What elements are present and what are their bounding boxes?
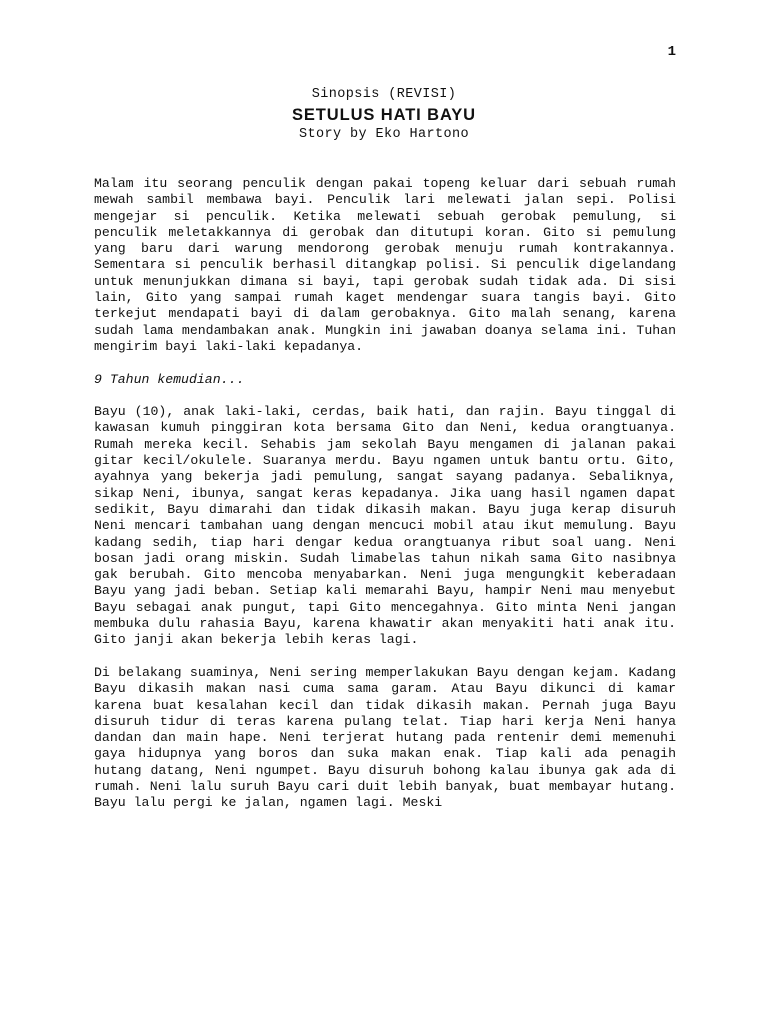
document-subtitle: Sinopsis (REVISI) [311, 87, 457, 102]
document-title: SETULUS HATI BAYU [292, 106, 476, 124]
document-header [0, 86, 768, 144]
document-byline: Story by Eko Hartono [298, 127, 470, 142]
paragraph-opening: Malam itu seorang penculik dengan pakai topeng keluar dari sebuah rumah mewah sambil membawa bayi. Penculik lari melewati jalan sepi. Polisi mengejar si penculik. Ketika melewati sebuah gerobak pemulung, si penculik meletakkannya di gerobak dan ditutupi koran. Gito si pemulung yang baru dari warung mendorong gerobak menuju rumah kontrakannya. Sementara si penculik berhasil ditangkap polisi. Si penculik digelandang untuk menunjukkan dimana si bayi, tapi gerobak sudah tidak ada. Di sisi lain, Gito yang sampai rumah kaget mendengar suara tangis bayi. Gito terkejut mendapati bayi di dalam gerobaknya. Gito malah senang, karena sudah lama mendambakan anak. Mungkin ini jawaban doanya selama ini. Tuhan mengirim bayi laki-laki kepadanya. [94, 176, 676, 354]
paragraph-neni: Di belakang suaminya, Neni sering memperlakukan Bayu dengan kejam. Kadang Bayu dikasih makan nasi cuma sama garam. Atau Bayu dikunci di kamar karena buat kesalahan kecil dan tidak dikasih makan. Pernah juga Bayu disuruh tidur di teras karena pulang telat. Tiap hari kerja Neni hanya dandan dan main hape. Neni terjerat hutang pada rentenir demi memenuhi gaya hidupnya yang boros dan suka makan enak. Tiap kali ada penagih hutang datang, Neni ngumpet. Bayu disuruh bohong kalau ibunya gak ada di rumah. Neni lalu suruh Bayu cari duit lebih banyak, buat membayar hutang. Bayu lalu pergi ke jalan, ngamen lagi. Meski [94, 664, 676, 811]
page-number: 1 [667, 44, 676, 60]
document-body [94, 176, 676, 828]
paragraph-bayu-intro: Bayu (10), anak laki-laki, cerdas, baik hati, dan rajin. Bayu tinggal di kawasan kumuh pinggiran kota bersama Gito dan Neni, kedua orangtuanya. Rumah mereka kecil. Sehabis jam sekolah Bayu mengamen di jalanan pakai gitar kecil/okulele. Suaranya merdu. Bayu ngamen untuk bantu ortu. Gito, ayahnya yang bekerja jadi pemulung, sangat sayang padanya. Sebaliknya, sikap Neni, ibunya, sangat keras kepadanya. Jika uang hasil ngamen dapat sedikit, Bayu dimarahi dan tidak dikasih makan. Bayu juga kerap disuruh Neni mencari tambahan uang dengan mencuci mobil atau ikut memulung. Bayu kadang sedih, tiap hari dengar kedua orangtuanya ribut soal uang. Neni bosan jadi orang miskin. Sudah limabelas tahun nikah sama Gito nasibnya gak berubah. Gito mencoba menyabarkan. Neni juga mengungkit keberadaan Bayu yang jadi beban. Setiap kali memarahi Bayu, hampir Neni mau menyebut Bayu sebagai anak pungut, tapi Gito mencegahnya. Gito minta Neni jangan membuka dulu rahasia Bayu, karena khawatir akan menyakiti hati anak itu. Gito janji akan bekerja lebih keras lagi. [94, 404, 676, 648]
time-skip-heading: 9 Tahun kemudian... [94, 371, 245, 387]
